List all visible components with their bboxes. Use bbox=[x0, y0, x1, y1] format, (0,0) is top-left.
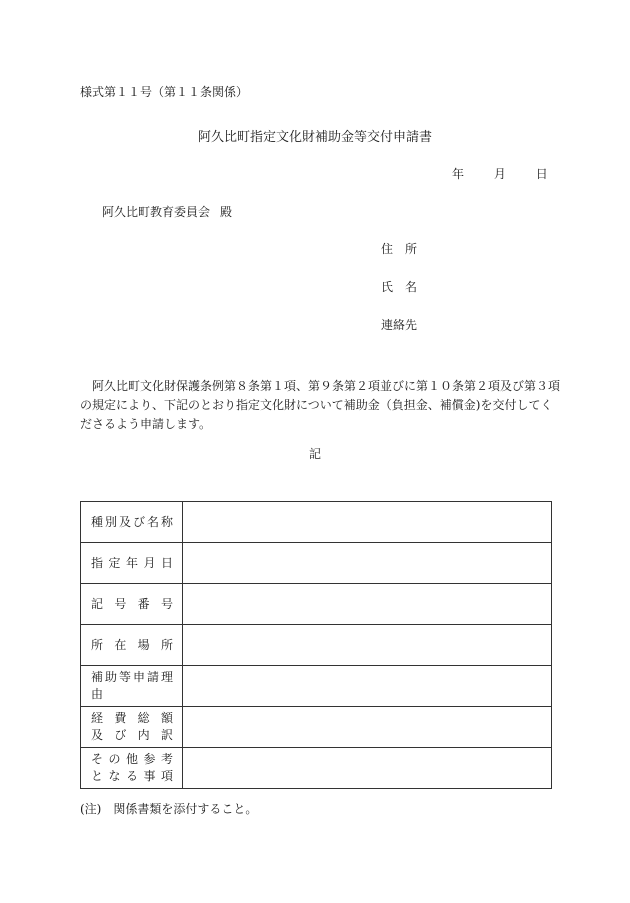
row-label-cell bbox=[81, 666, 183, 707]
row-value-cell[interactable] bbox=[183, 502, 552, 543]
row-label: 所在場所 bbox=[91, 637, 173, 652]
row-value-cell[interactable] bbox=[183, 666, 552, 707]
row-label: その他参考 bbox=[91, 752, 173, 766]
row-label-cell bbox=[81, 748, 183, 789]
row-label: 種別及び名称 bbox=[91, 514, 173, 529]
footnote-prefix: (注) bbox=[80, 802, 102, 816]
day-label: 日 bbox=[535, 167, 548, 181]
row-value-cell[interactable] bbox=[183, 707, 552, 748]
row-label: 記号番号 bbox=[91, 596, 173, 611]
row-label: 指定年月日 bbox=[91, 555, 173, 570]
month-label: 月 bbox=[493, 167, 506, 181]
detail-table bbox=[80, 501, 552, 789]
row-label: 経費総額 bbox=[91, 711, 173, 725]
row-value-cell[interactable] bbox=[183, 543, 552, 584]
row-value-cell[interactable] bbox=[183, 584, 552, 625]
addressee-name: 阿久比町教育委員会 bbox=[102, 205, 211, 219]
ki-heading: 記 bbox=[308, 447, 321, 461]
row-label-cell bbox=[81, 502, 183, 543]
applicant-name-label: 氏 名 bbox=[381, 280, 418, 294]
document-title: 阿久比町指定文化財補助金等交付申請書 bbox=[197, 130, 432, 145]
row-label: となる事項 bbox=[91, 769, 173, 783]
table-row bbox=[81, 502, 552, 543]
row-value-cell[interactable] bbox=[183, 625, 552, 666]
body-line-1: 阿久比町文化財保護条例第８条第１項、第９条第２項並びに第１０条第２項及び第３項 bbox=[92, 379, 561, 393]
row-label-cell bbox=[81, 543, 183, 584]
body-line-2: の規定により、下記のとおり指定文化財について補助金（負担金、補償金)を交付してく bbox=[80, 398, 553, 412]
table-row bbox=[81, 666, 552, 707]
row-label-cell bbox=[81, 625, 183, 666]
application-body-text bbox=[80, 377, 560, 434]
footnote bbox=[80, 800, 257, 817]
row-label-cell bbox=[81, 584, 183, 625]
table-row bbox=[81, 625, 552, 666]
row-label: 補助等申請理由 bbox=[91, 670, 173, 701]
table-row bbox=[81, 543, 552, 584]
row-label-cell bbox=[81, 707, 183, 748]
date-line bbox=[452, 165, 548, 182]
row-value-cell[interactable] bbox=[183, 748, 552, 789]
table-row bbox=[81, 748, 552, 789]
footnote-text: 関係書類を添付すること。 bbox=[113, 802, 258, 816]
body-line-3: ださるよう申請します。 bbox=[80, 417, 212, 431]
addressee bbox=[102, 203, 232, 220]
applicant-address-label: 住 所 bbox=[381, 242, 418, 256]
applicant-contact-label: 連絡先 bbox=[381, 318, 418, 332]
table-row bbox=[81, 707, 552, 748]
addressee-honorific: 殿 bbox=[220, 205, 233, 219]
table-row bbox=[81, 584, 552, 625]
form-number: 様式第１１号（第１１条関係） bbox=[80, 85, 249, 99]
row-label: 及び内訳 bbox=[91, 728, 173, 742]
year-label: 年 bbox=[452, 167, 465, 181]
